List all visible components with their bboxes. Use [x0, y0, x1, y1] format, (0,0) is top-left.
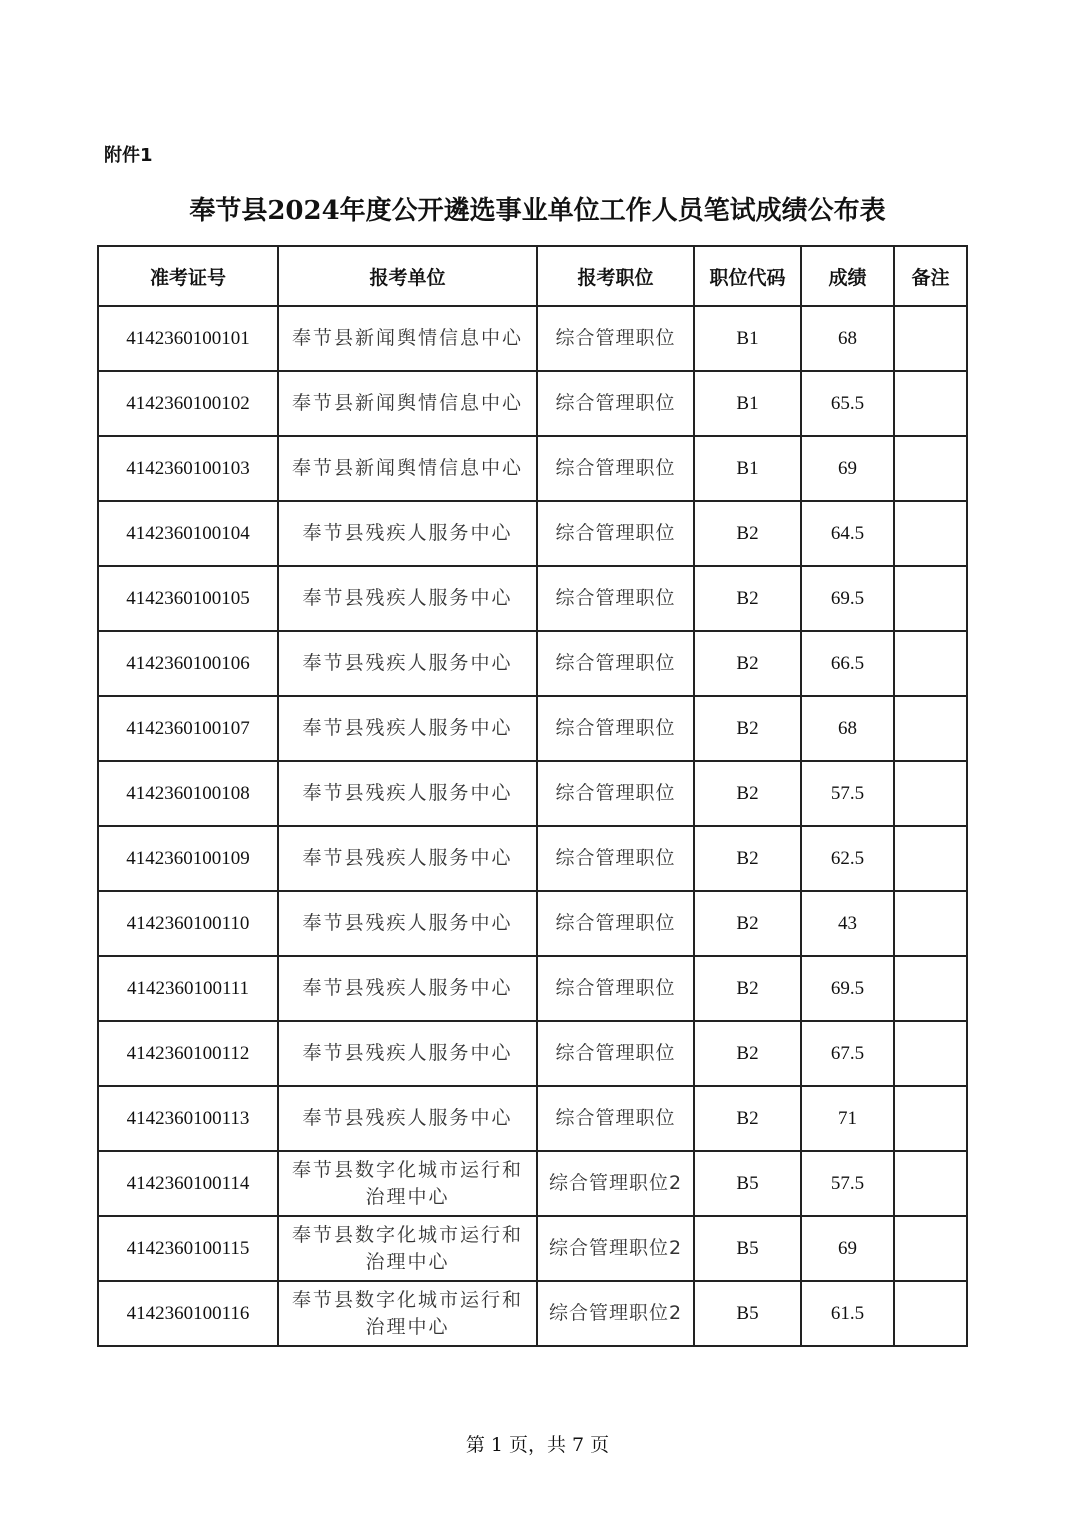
cell-position-code: B1: [694, 436, 801, 501]
cell-exam-id: 4142360100103: [98, 436, 278, 501]
cell-exam-id: 4142360100101: [98, 306, 278, 371]
table-body: [98, 306, 967, 1346]
header-position: 报考职位: [537, 246, 694, 306]
cell-position: 综合管理职位: [537, 826, 694, 891]
table-row: [98, 566, 967, 631]
cell-position: 综合管理职位: [537, 631, 694, 696]
cell-exam-id: 4142360100107: [98, 696, 278, 761]
table-row: [98, 956, 967, 1021]
table-row: [98, 1216, 967, 1281]
cell-note: [894, 1281, 967, 1346]
cell-score: 61.5: [801, 1281, 894, 1346]
cell-note: [894, 1086, 967, 1151]
document-title: 奉节县2024年度公开遴选事业单位工作人员笔试成绩公布表: [189, 196, 886, 226]
table-row: [98, 696, 967, 761]
table-row: [98, 436, 967, 501]
cell-position-code: B2: [694, 501, 801, 566]
header-note: 备注: [894, 246, 967, 306]
cell-score: 69: [801, 436, 894, 501]
cell-score: 71: [801, 1086, 894, 1151]
cell-position-code: B5: [694, 1216, 801, 1281]
cell-score: 68: [801, 306, 894, 371]
header-exam-id: 准考证号: [98, 246, 278, 306]
table-row: [98, 501, 967, 566]
cell-unit: 奉节县残疾人服务中心: [278, 826, 537, 891]
cell-note: [894, 631, 967, 696]
table-row: [98, 371, 967, 436]
cell-unit: 奉节县新闻舆情信息中心: [278, 306, 537, 371]
cell-score: 69.5: [801, 956, 894, 1021]
cell-exam-id: 4142360100106: [98, 631, 278, 696]
table-row: [98, 1086, 967, 1151]
cell-score: 68: [801, 696, 894, 761]
cell-score: 43: [801, 891, 894, 956]
cell-position: 综合管理职位: [537, 696, 694, 761]
table-row: [98, 1021, 967, 1086]
cell-position-code: B1: [694, 371, 801, 436]
cell-position: 综合管理职位: [537, 501, 694, 566]
cell-exam-id: 4142360100112: [98, 1021, 278, 1086]
cell-unit: 奉节县残疾人服务中心: [278, 631, 537, 696]
cell-score: 69.5: [801, 566, 894, 631]
cell-note: [894, 306, 967, 371]
cell-position-code: B2: [694, 891, 801, 956]
cell-exam-id: 4142360100116: [98, 1281, 278, 1346]
cell-unit: 奉节县残疾人服务中心: [278, 1086, 537, 1151]
cell-note: [894, 826, 967, 891]
cell-note: [894, 891, 967, 956]
cell-score: 57.5: [801, 761, 894, 826]
table-row: [98, 761, 967, 826]
cell-position-code: B2: [694, 1021, 801, 1086]
cell-position: 综合管理职位: [537, 371, 694, 436]
cell-note: [894, 956, 967, 1021]
cell-unit: 奉节县数字化城市运行和治理中心: [278, 1151, 537, 1216]
cell-position: 综合管理职位: [537, 306, 694, 371]
cell-unit: 奉节县残疾人服务中心: [278, 761, 537, 826]
cell-position-code: B2: [694, 826, 801, 891]
cell-position: 综合管理职位: [537, 436, 694, 501]
cell-position-code: B2: [694, 696, 801, 761]
table-row: [98, 306, 967, 371]
table-row: [98, 1151, 967, 1216]
cell-position: 综合管理职位: [537, 761, 694, 826]
cell-exam-id: 4142360100109: [98, 826, 278, 891]
cell-exam-id: 4142360100113: [98, 1086, 278, 1151]
cell-note: [894, 371, 967, 436]
cell-exam-id: 4142360100110: [98, 891, 278, 956]
cell-score: 69: [801, 1216, 894, 1281]
scores-table: [97, 245, 968, 1347]
cell-note: [894, 1021, 967, 1086]
cell-exam-id: 4142360100111: [98, 956, 278, 1021]
cell-note: [894, 1151, 967, 1216]
cell-unit: 奉节县残疾人服务中心: [278, 566, 537, 631]
cell-note: [894, 501, 967, 566]
cell-unit: 奉节县数字化城市运行和治理中心: [278, 1281, 537, 1346]
cell-exam-id: 4142360100105: [98, 566, 278, 631]
cell-position: 综合管理职位2: [537, 1281, 694, 1346]
cell-exam-id: 4142360100108: [98, 761, 278, 826]
cell-exam-id: 4142360100102: [98, 371, 278, 436]
header-unit: 报考单位: [278, 246, 537, 306]
cell-score: 67.5: [801, 1021, 894, 1086]
cell-position-code: B5: [694, 1281, 801, 1346]
cell-score: 66.5: [801, 631, 894, 696]
cell-unit: 奉节县新闻舆情信息中心: [278, 371, 537, 436]
cell-note: [894, 566, 967, 631]
cell-unit: 奉节县数字化城市运行和治理中心: [278, 1216, 537, 1281]
cell-position-code: B2: [694, 761, 801, 826]
table-row: [98, 1281, 967, 1346]
table-row: [98, 826, 967, 891]
cell-score: 65.5: [801, 371, 894, 436]
table-row: [98, 631, 967, 696]
cell-position: 综合管理职位2: [537, 1216, 694, 1281]
cell-note: [894, 1216, 967, 1281]
cell-position-code: B2: [694, 631, 801, 696]
cell-position: 综合管理职位: [537, 1021, 694, 1086]
cell-position: 综合管理职位: [537, 891, 694, 956]
cell-unit: 奉节县残疾人服务中心: [278, 696, 537, 761]
cell-position-code: B2: [694, 1086, 801, 1151]
cell-unit: 奉节县残疾人服务中心: [278, 501, 537, 566]
cell-position-code: B2: [694, 956, 801, 1021]
cell-unit: 奉节县残疾人服务中心: [278, 956, 537, 1021]
cell-unit: 奉节县残疾人服务中心: [278, 891, 537, 956]
cell-score: 64.5: [801, 501, 894, 566]
cell-position: 综合管理职位: [537, 566, 694, 631]
cell-position-code: B2: [694, 566, 801, 631]
header-score: 成绩: [801, 246, 894, 306]
table-header-row: [98, 246, 967, 306]
header-position-code: 职位代码: [694, 246, 801, 306]
cell-note: [894, 761, 967, 826]
page-footer: 第 1 页，共 7 页: [465, 1434, 610, 1456]
cell-exam-id: 4142360100104: [98, 501, 278, 566]
cell-exam-id: 4142360100115: [98, 1216, 278, 1281]
cell-position: 综合管理职位: [537, 1086, 694, 1151]
cell-note: [894, 436, 967, 501]
cell-score: 62.5: [801, 826, 894, 891]
cell-note: [894, 696, 967, 761]
cell-position: 综合管理职位2: [537, 1151, 694, 1216]
attachment-label: 附件1: [104, 145, 153, 166]
cell-position-code: B5: [694, 1151, 801, 1216]
cell-position: 综合管理职位: [537, 956, 694, 1021]
table-row: [98, 891, 967, 956]
cell-unit: 奉节县残疾人服务中心: [278, 1021, 537, 1086]
cell-unit: 奉节县新闻舆情信息中心: [278, 436, 537, 501]
cell-score: 57.5: [801, 1151, 894, 1216]
cell-exam-id: 4142360100114: [98, 1151, 278, 1216]
cell-position-code: B1: [694, 306, 801, 371]
